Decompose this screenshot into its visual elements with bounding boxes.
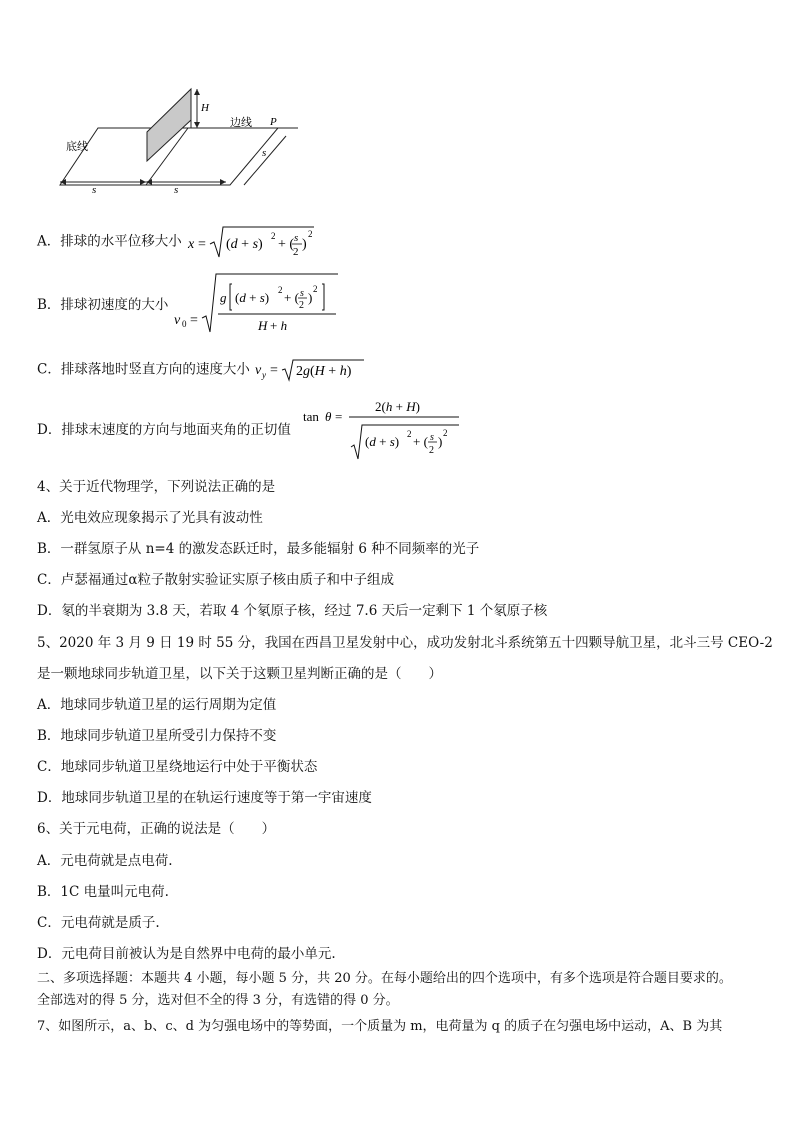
- svg-text:=: =: [335, 409, 343, 424]
- q6-option-b: B．1C 电量叫元电荷.: [37, 884, 169, 900]
- section2-instructions-line1: 二、多项选择题：本题共 4 小题，每小题 5 分，共 20 分。在每小题给出的四个选项中，有多个选项是符合题目要求的。: [37, 971, 732, 986]
- svg-text:(d + s): (d + s): [235, 290, 270, 305]
- label-sideline: 边线: [230, 117, 252, 129]
- label-P: P: [270, 116, 277, 128]
- formula-b: [172, 272, 342, 334]
- svg-text:2: 2: [407, 429, 412, 439]
- svg-text:(d + s): (d + s): [226, 237, 263, 252]
- q3-option-c: [37, 358, 366, 382]
- svg-text:θ: θ: [325, 409, 332, 424]
- volleyball-court-figure: [50, 84, 320, 194]
- svg-text:s: s: [430, 432, 434, 443]
- svg-text:=: =: [198, 237, 206, 252]
- svg-text:2: 2: [271, 231, 276, 241]
- label-H: H: [201, 102, 209, 114]
- q4-option-b: B．一群氢原子从 n=4 的激发态跃迁时，最多能辐射 6 种不同频率的光子: [37, 541, 480, 557]
- q3-option-d: [37, 421, 291, 439]
- q6-option-c: C．元电荷就是质子.: [37, 915, 160, 931]
- q4-option-c: C．卢瑟福通过α粒子散射实验证实原子核由质子和中子组成: [37, 572, 394, 588]
- section2-instructions-line2: 全部选对的得 5 分，选对但不全的得 3 分，有选错的得 0 分。: [37, 993, 399, 1008]
- svg-text:+ (: + (: [284, 290, 299, 305]
- q6-option-d: D．元电荷目前被认为是自然界中电荷的最小单元.: [37, 946, 336, 962]
- label-s-bottom-left: s: [92, 184, 97, 194]
- svg-text:=: =: [190, 313, 198, 328]
- svg-text:2: 2: [308, 229, 313, 239]
- svg-text:tan: tan: [303, 409, 319, 424]
- svg-text:H: H: [258, 318, 268, 333]
- q4-option-d: D．氡的半衰期为 3.8 天，若取 4 个氡原子核，经过 7.6 天后一定剩下 1 个氡原子核: [37, 603, 548, 619]
- q3-option-a-text: A．排球的水平位移大小: [37, 233, 182, 250]
- label-s-right: s: [262, 147, 267, 159]
- svg-text:y: y: [262, 370, 267, 380]
- q5-option-d: D．地球同步轨道卫星的在轨运行速度等于第一宇宙速度: [37, 790, 372, 806]
- q6-stem: 6、关于元电荷，正确的说法是（ ）: [37, 821, 276, 837]
- svg-text:+ h: + h: [270, 318, 288, 333]
- q5-stem-line1: 5、2020 年 3 月 9 日 19 时 55 分，我国在西昌卫星发射中心，成功发射北斗系统第五十四颗导航卫星，北斗三号 CEO-2: [37, 635, 773, 651]
- q3-option-d-text: D．排球末速度的方向与地面夹角的正切值: [37, 422, 291, 438]
- svg-text:+ (: + (: [413, 434, 428, 449]
- svg-text:2: 2: [429, 445, 434, 456]
- q4-stem: 4、关于近代物理学，下列说法正确的是: [37, 479, 276, 495]
- svg-text:=: =: [270, 363, 279, 378]
- q5-stem-line2: 是一颗地球同步轨道卫星，以下关于这颗卫星判断正确的是（ ）: [37, 666, 442, 682]
- svg-text:v: v: [174, 313, 181, 328]
- svg-text:+ (: + (: [278, 237, 295, 252]
- q3-option-a: [37, 224, 316, 260]
- svg-text:): ): [438, 434, 443, 449]
- formula-c: [254, 358, 366, 382]
- svg-text:0: 0: [182, 319, 187, 329]
- q5-option-a: A．地球同步轨道卫星的运行周期为定值: [37, 697, 277, 713]
- svg-text:(d + s): (d + s): [365, 434, 400, 449]
- svg-text:): ): [302, 237, 307, 252]
- svg-text:2g(H + h): 2g(H + h): [296, 364, 352, 379]
- q3-option-c-text: C．排球落地时竖直方向的速度大小: [37, 361, 250, 378]
- q5-option-c: C．地球同步轨道卫星绕地运行中处于平衡状态: [37, 759, 318, 775]
- label-s-bottom-right: s: [174, 184, 179, 194]
- svg-text:2: 2: [293, 246, 299, 258]
- svg-text:s: s: [294, 232, 299, 244]
- svg-text:v: v: [255, 363, 262, 378]
- svg-text:2(h + H): 2(h + H): [375, 399, 420, 414]
- q3-option-b: [37, 296, 168, 314]
- formula-a: [186, 224, 316, 260]
- label-baseline: 底线: [66, 141, 88, 153]
- svg-text:2: 2: [278, 285, 283, 295]
- svg-text:g: g: [220, 290, 227, 305]
- formula-d: [303, 395, 463, 463]
- svg-text:2: 2: [443, 428, 448, 438]
- svg-text:2: 2: [299, 300, 304, 311]
- svg-text:): ): [308, 290, 313, 305]
- svg-text:s: s: [300, 288, 304, 299]
- q6-option-a: A．元电荷就是点电荷.: [37, 853, 173, 869]
- q7-stem: 7、如图所示，a、b、c、d 为匀强电场中的等势面，一个质量为 m，电荷量为 q 的质子在匀强电场中运动，A、B 为其: [37, 1019, 723, 1034]
- q5-option-b: B．地球同步轨道卫星所受引力保持不变: [37, 728, 277, 744]
- svg-text:2: 2: [313, 284, 318, 294]
- q3-option-b-text: B．排球初速度的大小: [37, 297, 169, 313]
- q4-option-a: A．光电效应现象揭示了光具有波动性: [37, 510, 263, 526]
- svg-text:x: x: [188, 237, 195, 252]
